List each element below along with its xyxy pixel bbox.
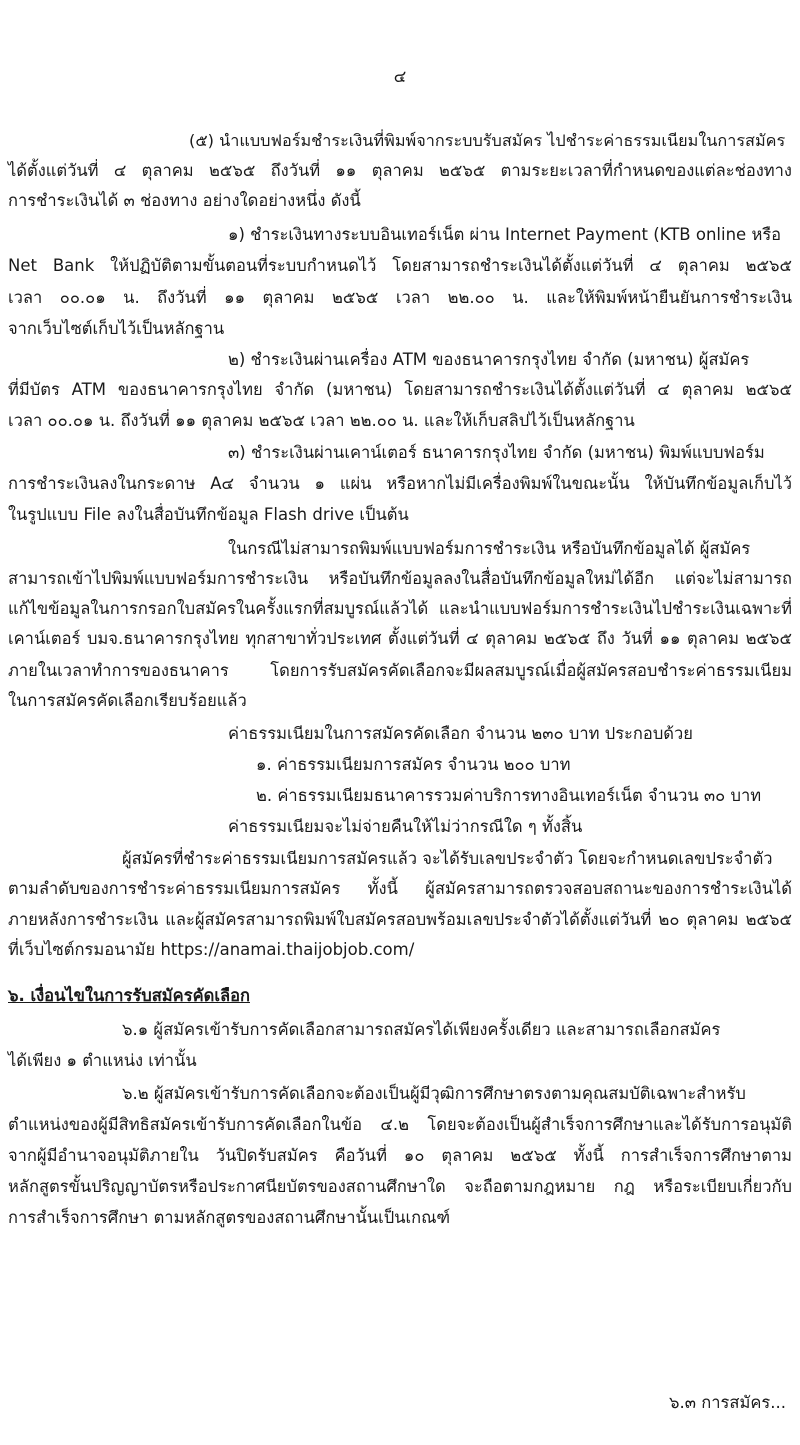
option-3-line-3: ในรูปแบบ File ลงในสื่อบันทึกข้อมูล Flash drive เป็นต้น [8,505,409,524]
option-2-line-1: ๒) ชำระเงินผ่านเครื่อง ATM ของธนาคารกรุงไทย จำกัด (มหาชน) ผู้สมัคร [228,350,750,369]
option-3-line-2: การชำระเงินลงในกระดาษ A๔ จำนวน ๑ แผ่น หรือหากไม่มีเครื่องพิมพ์ในขณะนั้น ให้บันทึกข้อมูลเก็บไว้ [8,474,792,493]
paragraph-5-line-3: การชำระเงินได้ ๓ ช่องทาง อย่างใดอย่างหนึ่ง ดังนี้ [8,191,361,210]
page-number: ๔ [393,67,407,86]
fee-item-1: ๑. ค่าธรรมเนียมการสมัคร จำนวน ๒๐๐ บาท [256,755,571,774]
reprint-paragraph-line-1: ในกรณีไม่สามารถพิมพ์แบบฟอร์มการชำระเงิน หรือบันทึกข้อมูลได้ ผู้สมัคร [228,539,751,558]
id-paragraph-line-4: ที่เว็บไซต์กรมอนามัย https://anamai.thaijobjob.com/ [8,940,415,959]
reprint-paragraph-line-5: ภายในเวลาทำการของธนาคาร โดยการรับสมัครคัดเลือกจะมีผลสมบูรณ์เมื่อผู้สมัครสอบชำระค่าธรรมเนียม [8,661,792,680]
reprint-paragraph-line-2: สามารถเข้าไปพิมพ์แบบฟอร์มการชำระเงิน หรือบันทึกข้อมูลลงในสื่อบันทึกข้อมูลใหม่ได้อีก แต่จะไม่สามารถ [8,569,792,588]
option-3-line-1: ๓) ชำระเงินผ่านเคาน์เตอร์ ธนาคารกรุงไทย จำกัด (มหาชน) พิมพ์แบบฟอร์ม [228,443,765,462]
id-paragraph-line-3: ภายหลังการชำระเงิน และผู้สมัครสามารถพิมพ์ใบสมัครสอบพร้อมเลขประจำตัวได้ตั้งแต่วันที่ ๒๐ ตุลาคม ๒๕๖๕ [8,910,792,929]
continuation-footer: ๖.๓ การสมัคร... [669,1393,786,1412]
reprint-paragraph-line-4: เคาน์เตอร์ บมจ.ธนาคารกรุงไทย ทุกสาขาทั่วประเทศ ตั้งแต่วันที่ ๔ ตุลาคม ๒๕๖๕ ถึง วันที่ ๑๑ ตุลาคม ๒๕๖๕ [8,629,792,648]
option-1-line-1: ๑) ชำระเงินทางระบบอินเทอร์เน็ต ผ่าน Internet Payment (KTB online หรือ [228,225,782,244]
item-6-2-line-5: การสำเร็จการศึกษา ตามหลักสูตรของสถานศึกษานั้นเป็นเกณฑ์ [8,1208,451,1227]
item-6-2-line-3: จากผู้มีอำนาจอนุมัติภายใน วันปิดรับสมัคร คือวันที่ ๑๐ ตุลาคม ๒๕๖๕ ทั้งนี้ การสำเร็จการศึกษาตาม [8,1146,792,1165]
fee-item-2: ๒. ค่าธรรมเนียมธนาคารรวมค่าบริการทางอินเทอร์เน็ต จำนวน ๓๐ บาท [256,786,762,805]
id-paragraph-line-2: ตามลำดับของการชำระค่าธรรมเนียมการสมัคร ทั้งนี้ ผู้สมัครสามารถตรวจสอบสถานะของการชำระเงินได้ [8,879,792,898]
section-6-heading: ๖. เงื่อนไขในการรับสมัครคัดเลือก [8,986,250,1005]
item-6-1-line-2: ได้เพียง ๑ ตำแหน่ง เท่านั้น [8,1051,197,1070]
fee-no-refund: ค่าธรรมเนียมจะไม่จ่ายคืนให้ไม่ว่ากรณีใด ๆ ทั้งสิ้น [228,817,583,836]
option-2-line-2: ที่มีบัตร ATM ของธนาคารกรุงไทย จำกัด (มหาชน) โดยสามารถชำระเงินได้ตั้งแต่วันที่ ๔ ตุลาคม ๒๕๖๕ [8,380,792,399]
paragraph-5-line-1: (๕) นำแบบฟอร์มชำระเงินที่พิมพ์จากระบบรับสมัคร ไปชำระค่าธรรมเนียมในการสมัคร [189,131,786,150]
paragraph-5-line-2: ได้ตั้งแต่วันที่ ๔ ตุลาคม ๒๕๖๕ ถึงวันที่ ๑๑ ตุลาคม ๒๕๖๕ ตามระยะเวลาที่กำหนดของแต่ละช่องทาง [8,161,792,180]
item-6-2-line-4: หลักสูตรขั้นปริญญาบัตรหรือประกาศนียบัตรของสถานศึกษาใด จะถือตามกฎหมาย กฎ หรือระเบียบเกี่ยวกับ [8,1177,792,1196]
item-6-2-line-1: ๖.๒ ผู้สมัครเข้ารับการคัดเลือกจะต้องเป็นผู้มีวุฒิการศึกษาตรงตามคุณสมบัติเฉพาะสำหรับ [122,1084,746,1103]
option-1-line-3: เวลา ๐๐.๐๑ น. ถึงวันที่ ๑๑ ตุลาคม ๒๕๖๕ เวลา ๒๒.๐๐ น. และให้พิมพ์หน้ายืนยันการชำระเงิน [8,288,792,307]
option-1-line-2: Net Bank ให้ปฏิบัติตามขั้นตอนที่ระบบกำหนดไว้ โดยสามารถชำระเงินได้ตั้งแต่วันที่ ๔ ตุลาคม ๒๕๖๕ [8,256,792,275]
option-2-line-3: เวลา ๐๐.๐๑ น. ถึงวันที่ ๑๑ ตุลาคม ๒๕๖๕ เวลา ๒๒.๐๐ น. และให้เก็บสลิปไว้เป็นหลักฐาน [8,411,635,430]
item-6-2-line-2: ตำแหน่งของผู้มีสิทธิสมัครเข้ารับการคัดเลือกในข้อ ๔.๒ โดยจะต้องเป็นผู้สำเร็จการศึกษาและได้รับการอนุมัติ [8,1115,792,1134]
reprint-paragraph-line-3: แก้ไขข้อมูลในการกรอกใบสมัครในครั้งแรกที่สมบูรณ์แล้วได้ และนำแบบฟอร์มการชำระเงินไปชำระเงินเฉพาะที่ [8,599,792,618]
reprint-paragraph-line-6: ในการสมัครคัดเลือกเรียบร้อยแล้ว [8,691,247,710]
item-6-1-line-1: ๖.๑ ผู้สมัครเข้ารับการคัดเลือกสามารถสมัครได้เพียงครั้งเดียว และสามารถเลือกสมัคร [122,1020,721,1039]
id-paragraph-line-1: ผู้สมัครที่ชำระค่าธรรมเนียมการสมัครแล้ว จะได้รับเลขประจำตัว โดยจะกำหนดเลขประจำตัว [122,849,773,868]
fee-total: ค่าธรรมเนียมในการสมัครคัดเลือก จำนวน ๒๓๐ บาท ประกอบด้วย [228,724,693,743]
option-1-line-4: จากเว็บไซต์เก็บไว้เป็นหลักฐาน [8,319,225,338]
